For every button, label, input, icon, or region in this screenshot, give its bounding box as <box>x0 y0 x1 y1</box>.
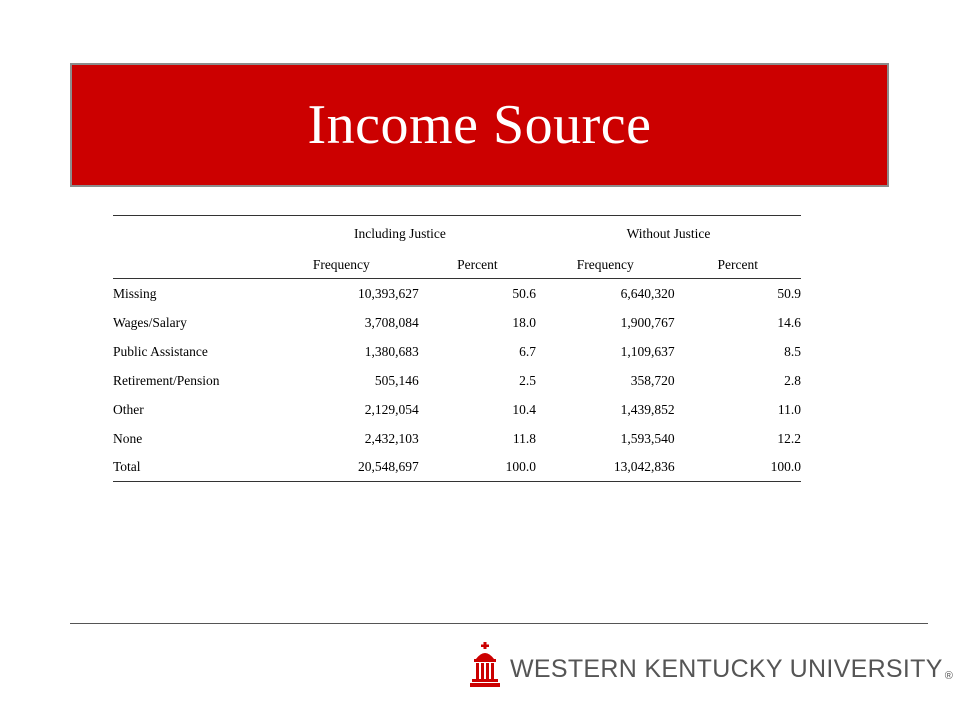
registered-mark: ® <box>944 670 953 682</box>
row-label: None <box>113 430 143 446</box>
inc-frequency-cell: 3,708,084 <box>364 314 419 330</box>
column-header-wo-percent: Percent <box>675 252 801 279</box>
inc-frequency-cell: 20,548,697 <box>264 453 419 482</box>
inc-percent-cell: 11.8 <box>512 430 536 446</box>
table-corner-cell <box>113 252 264 279</box>
table-row <box>113 279 801 309</box>
table-subheader-row <box>113 252 801 279</box>
wo-percent-cell: 11.0 <box>777 401 801 417</box>
income-source-table <box>113 215 801 482</box>
row-label: Other <box>113 401 144 417</box>
row-label: Public Assistance <box>113 343 208 359</box>
wo-percent-cell: 50.9 <box>777 285 801 301</box>
wo-percent-cell: 14.6 <box>777 314 801 330</box>
inc-percent-cell: 18.0 <box>512 314 536 330</box>
group-header-including-justice: Including Justice <box>264 216 536 253</box>
inc-percent-cell: 50.6 <box>512 285 536 301</box>
inc-percent-cell: 100.0 <box>419 453 536 482</box>
inc-percent-cell: 2.5 <box>519 372 536 388</box>
inc-percent-cell: 6.7 <box>519 343 536 359</box>
inc-frequency-cell: 505,146 <box>374 372 419 388</box>
table-row <box>113 424 801 453</box>
wo-frequency-cell: 358,720 <box>630 372 675 388</box>
inc-frequency-cell: 10,393,627 <box>358 285 419 301</box>
group-header-without-justice: Without Justice <box>536 216 801 253</box>
table-row-total <box>113 453 801 482</box>
inc-frequency-cell: 1,380,683 <box>364 343 419 359</box>
table-group-header-row <box>113 216 801 253</box>
table-row <box>113 366 801 395</box>
wo-frequency-cell: 13,042,836 <box>536 453 675 482</box>
column-header-wo-frequency: Frequency <box>536 252 675 279</box>
row-label: Missing <box>113 285 157 301</box>
inc-percent-cell: 10.4 <box>512 401 536 417</box>
cupola-icon <box>470 642 500 688</box>
table-row <box>113 308 801 337</box>
wo-frequency-cell: 6,640,320 <box>620 285 675 301</box>
row-label: Retirement/Pension <box>113 372 220 388</box>
wo-percent-cell: 2.8 <box>784 372 801 388</box>
wo-percent-cell: 100.0 <box>675 453 801 482</box>
logo-wordmark: WESTERN KENTUCKY UNIVERSITY <box>510 654 943 683</box>
wo-frequency-cell: 1,109,637 <box>620 343 675 359</box>
wo-percent-cell: 12.2 <box>777 430 801 446</box>
wo-frequency-cell: 1,593,540 <box>620 430 675 446</box>
inc-frequency-cell: 2,432,103 <box>364 430 419 446</box>
wo-frequency-cell: 1,439,852 <box>620 401 675 417</box>
table-row <box>113 395 801 424</box>
title-banner <box>70 63 889 187</box>
footer-divider <box>70 623 928 624</box>
row-label: Total <box>113 453 264 482</box>
page-title: Income Source <box>307 94 652 156</box>
university-logo <box>470 640 953 690</box>
table-corner-cell <box>113 216 264 253</box>
row-label: Wages/Salary <box>113 314 187 330</box>
column-header-inc-frequency: Frequency <box>264 252 419 279</box>
column-header-inc-percent: Percent <box>419 252 536 279</box>
wo-frequency-cell: 1,900,767 <box>620 314 675 330</box>
inc-frequency-cell: 2,129,054 <box>364 401 419 417</box>
wo-percent-cell: 8.5 <box>784 343 801 359</box>
table-row <box>113 337 801 366</box>
